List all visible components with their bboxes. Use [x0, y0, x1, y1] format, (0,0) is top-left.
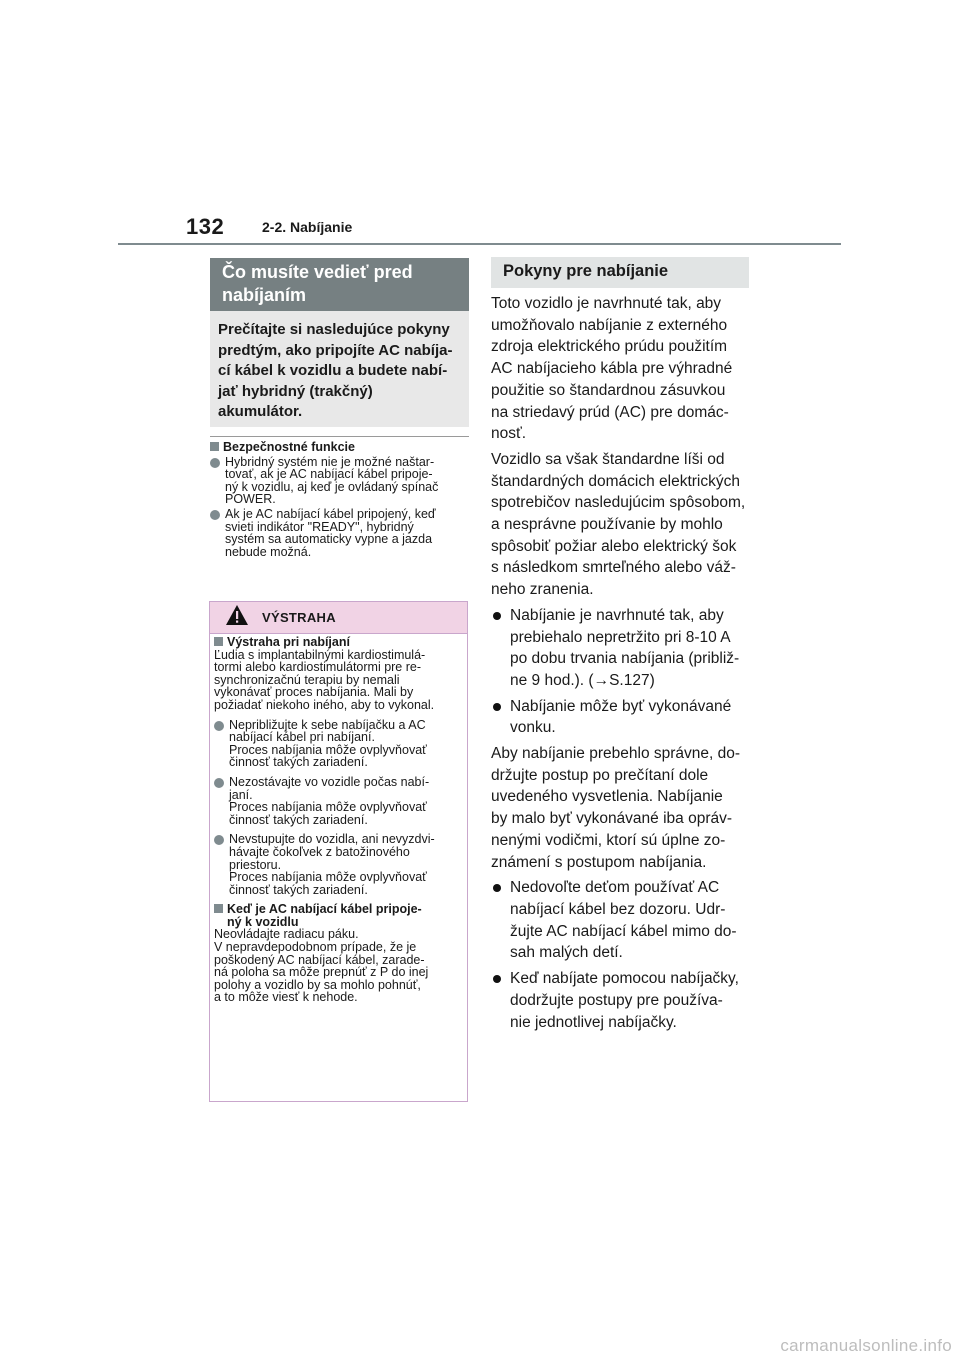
text-line: spotrebičov nasledujúcim spôsobom, [491, 494, 746, 512]
warning-bullet [214, 719, 464, 769]
text-line: a nesprávne používanie by mohlo [491, 516, 723, 534]
text-line: sah malých detí. [510, 944, 623, 962]
text-line: Ak je AC nabíjací kábel pripojený, keď [225, 506, 436, 521]
text-line: Proces nabíjania môže ovplyvňovať [229, 742, 427, 757]
text-line: držujte postup po prečítaní dole [491, 766, 709, 784]
text-line: Nabíjanie je navrhnuté tak, aby [510, 606, 724, 624]
heading-text: Keď je AC nabíjací kábel pripoje- [227, 902, 422, 917]
text-line: neho zranenia. [491, 581, 594, 599]
safety-heading-text: Bezpečnostné funkcie [223, 440, 355, 454]
text-line: vykonávať proces nabíjania. Mali by [214, 685, 414, 700]
text-line: vonku. [510, 719, 556, 737]
section-title-line: nabíjaním [222, 285, 307, 305]
bullet-item [491, 968, 753, 1033]
safety-features [210, 441, 469, 560]
text-line: Nedovoľte deťom používať AC [510, 879, 720, 897]
text-line: Proces nabíjania môže ovplyvňovať [229, 870, 427, 885]
square-bullet-icon [214, 904, 223, 913]
text-line: spôsobiť požiar alebo elektrický šok [491, 537, 737, 555]
warning-title: VÝSTRAHA [262, 610, 336, 625]
intro-line: Prečítajte si nasledujúce pokyny [218, 321, 450, 338]
watermark-text: carmanualsonline.info [780, 1336, 952, 1355]
paragraph [491, 743, 753, 873]
text-line: Vozidlo sa však štandardne líši od [491, 450, 725, 468]
warning-bullet [214, 833, 464, 896]
text-line: V nepravdepodobnom prípade, že je [214, 940, 417, 955]
text-line: priestoru. [229, 857, 282, 872]
square-bullet-icon [210, 442, 219, 451]
text-line: Proces nabíjania môže ovplyvňovať [229, 800, 427, 815]
text-line: ná poloha sa môže prepnúť z P do inej [214, 965, 429, 980]
warning-section-heading [214, 903, 464, 928]
intro-line: akumulátor. [218, 403, 303, 420]
text-line: POWER. [225, 492, 276, 507]
text-line: a to môže viesť k nehode. [214, 990, 358, 1005]
chapter-title: 2-2. Nabíjanie [262, 219, 353, 235]
text-line: tormi alebo kardiostimulátormi pre re- [214, 660, 422, 675]
round-bullet-icon [210, 510, 220, 520]
round-bullet-icon [214, 835, 224, 845]
round-bullet-icon [493, 975, 501, 983]
header-rule [118, 243, 841, 245]
text-line: polohy a vozidlo by sa mohlo pohnúť, [214, 977, 421, 992]
text-line: známení s postupom nabíjania. [491, 853, 707, 871]
text-line: na striedavý prúd (AC) pre domác- [491, 403, 729, 421]
round-bullet-icon [493, 703, 501, 711]
text-line: Nepribližujte k sebe nabíjačku a AC [229, 717, 426, 732]
text-line: Nabíjanie môže byť vykonávané [510, 697, 732, 715]
text-line: žujte AC nabíjací kábel mimo do- [510, 922, 737, 940]
intro-line: jať hybridný (trakčný) [218, 382, 373, 400]
text-line: umožňovalo nabíjanie z externého [491, 316, 728, 334]
text-line: ný k vozidlu, aj keď je ovládaný spínač [225, 479, 439, 494]
warning-triangle-icon [225, 604, 249, 626]
text-line: štandardných domácich elektrických [491, 472, 740, 490]
text-line: AC nabíjacieho kábla pre výhradné [491, 360, 733, 378]
round-bullet-icon [214, 721, 224, 731]
text-line: Neovládajte radiacu páku. [214, 927, 359, 942]
section-title-charging-instructions: Pokyny pre nabíjanie [491, 257, 749, 288]
text-line: poškodený AC nabíjací kábel, zarade- [214, 952, 425, 967]
intro-box [210, 311, 469, 427]
text-line: nabíjací kábel bez dozoru. Udr- [510, 900, 726, 918]
safety-heading [210, 441, 469, 454]
round-bullet-icon [493, 884, 501, 892]
paragraph [491, 293, 753, 445]
text-line: synchronizačnú terapiu by nemali [214, 672, 400, 687]
safety-bullet [210, 508, 469, 558]
text-line: prebiehalo nepretržito pri 8-10 A [510, 628, 731, 646]
page-number: 132 [186, 214, 225, 239]
paragraph [491, 449, 753, 601]
warning-paragraph [214, 928, 464, 1004]
text-line: činnosť takých zariadení. [229, 812, 368, 827]
text-line: tovať, ak je AC nabíjací kábel pripoje- [225, 467, 433, 482]
bullet-item [491, 696, 753, 739]
round-bullet-icon [214, 778, 224, 788]
bullet-item [491, 605, 753, 692]
warning-section-heading [214, 636, 464, 649]
text-line: činnosť takých zariadení. [229, 755, 368, 770]
text-line: nenými vodičmi, ktorí sú úplne zo- [491, 831, 726, 849]
text-line: nosť. [491, 425, 527, 443]
text-line: Nevstupujte do vozidla, ani nevyzdvi- [229, 832, 435, 847]
section-title-line: Čo musíte vedieť pred [222, 262, 413, 282]
text-line: použitie so štandardnou zásuvkou [491, 381, 726, 399]
text-line: nie jednotlivej nabíjačky. [510, 1013, 677, 1031]
square-bullet-icon [214, 637, 223, 646]
warning-paragraph [214, 649, 464, 712]
text-line: systém sa automaticky vypne a jazda [225, 532, 433, 547]
text-line: činnosť takých zariadení. [229, 882, 368, 897]
text-line: hávajte čokoľvek z batožinového [229, 844, 410, 859]
safety-bullet [210, 456, 469, 506]
text-line: Toto vozidlo je navrhnuté tak, aby [491, 295, 722, 312]
text-line: svieti indikátor "READY", hybridný [225, 519, 414, 534]
text-line: uvedeného vysvetlenia. Nabíjanie [491, 788, 723, 806]
text-line: by malo byť vykonávané iba opráv- [491, 810, 733, 828]
intro-line: predtým, ako pripojíte AC nabíja- [218, 341, 453, 359]
warning-header-divider [210, 633, 467, 634]
section-title-before-charging [210, 258, 469, 311]
text-line: Keď nabíjate pomocou nabíjačky, [510, 970, 739, 988]
round-bullet-icon [210, 458, 220, 468]
text-line: Aby nabíjanie prebehlo správne, do- [491, 745, 741, 763]
heading-text: Výstraha pri nabíjaní [227, 635, 350, 649]
text-line: Ľudia s implantabilnými kardiostimulá- [214, 647, 426, 662]
heading-text: ný k vozidlu [227, 914, 299, 929]
text-line: Nezostávajte vo vozidle počas nabí- [229, 774, 430, 789]
warning-body [214, 636, 464, 1004]
text-line: janí. [229, 787, 253, 802]
warning-bullet [214, 776, 464, 826]
bullet-item [491, 877, 753, 964]
page-reference-link[interactable]: ne 9 hod.). (→S.127) [510, 671, 655, 689]
text-line: nebude možná. [225, 544, 312, 559]
charging-instructions-body [491, 293, 753, 1037]
intro-line: cí kábel k vozidlu a budete nabí- [218, 362, 448, 379]
text-line: Hybridný systém nie je možné naštar- [225, 454, 435, 469]
text-line: po dobu trvania nabíjania (približ- [510, 650, 740, 668]
text-line: požiadať niekoho iného, aby to vykonal. [214, 697, 435, 712]
text-line: nabíjací kábel pri nabíjaní. [229, 730, 375, 745]
text-line: dodržujte postupy pre používa- [510, 991, 723, 1009]
text-line: zdroja elektrického prúdu použitím [491, 338, 728, 356]
section-divider [210, 436, 469, 437]
text-line: s následkom smrteľného alebo váž- [491, 559, 736, 577]
round-bullet-icon [493, 612, 501, 620]
